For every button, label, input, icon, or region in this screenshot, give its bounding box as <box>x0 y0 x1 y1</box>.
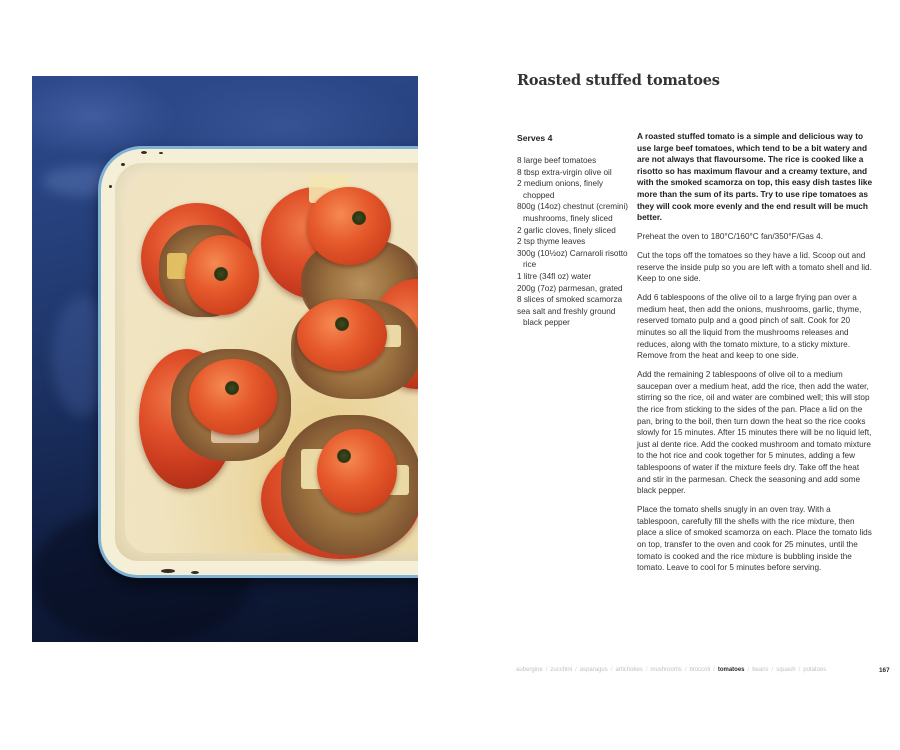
recipe-photo <box>32 76 418 642</box>
chapter-link-mushrooms[interactable]: mushrooms <box>650 667 682 673</box>
separator: / <box>798 667 801 673</box>
separator: / <box>575 667 577 673</box>
chapter-link-artichokes[interactable]: artichokes <box>615 667 643 673</box>
ingredient-item: sea salt and freshly ground black pepper <box>517 306 616 328</box>
tomato-lid <box>189 359 277 435</box>
tomato-stem <box>352 211 366 225</box>
separator: / <box>771 667 774 673</box>
serves-label: Serves 4 <box>517 133 553 143</box>
chapter-link-beans[interactable]: beans <box>752 667 769 673</box>
chapter-link-broccoli[interactable]: broccoli <box>689 667 711 673</box>
baking-tray <box>98 146 418 578</box>
recipe-intro: A roasted stuffed tomato is a simple and delicious way to use large beef tomatoes, which tend to be a bit watery and are not always that flavoursome. The rice is cooked like a risotto so has maximum flavour and a creamy texture, and with the smoked scamorza on top, this easy dish tastes like more than the sum of its parts. Try to use ripe tomatoes as they will cook more evenly and the end result will be much better. <box>637 131 873 223</box>
page-number: 167 <box>879 667 890 674</box>
separator: / <box>645 667 648 673</box>
tomato-lid <box>317 429 397 513</box>
ingredient-item: 2 medium onions, finely chopped <box>517 179 604 200</box>
chapter-link-aubergine[interactable]: aubergine <box>516 667 543 673</box>
recipe-title: Roasted stuffed tomatoes <box>517 72 720 89</box>
tomato-stem <box>335 317 349 331</box>
chapter-link-squash[interactable]: squash <box>776 667 796 673</box>
method-step: Add the remaining 2 tablespoons of olive oil to a medium saucepan over a medium heat, add the rice, then add the water, stirring so the rice, oil and water are combined well; this will stop the rice from sticking to the sides of the pan. Place a lid on the pan, bring to the boil, then turn down the heat so the rice cooks slowly for 15 minutes. After 15 minutes there will be no liquid left, just al dente rice. Add the cooked mushroom and tomato mixture to the hot rice and cook together for 5 minutes, adding a few tablespoons of water if the mixture feels dry. Take off the heat and stir in the parmesan. Check the seasoning and add some black pepper. <box>637 370 872 496</box>
enamel-chip <box>141 151 147 154</box>
separator: / <box>747 667 750 673</box>
tomato-stem <box>225 381 239 395</box>
method-column <box>637 131 873 581</box>
ingredient-item: 1 litre (34fl oz) water <box>517 271 592 281</box>
chapter-link-zucchini[interactable]: zucchini <box>550 667 573 673</box>
chapter-navigation <box>516 667 892 673</box>
enamel-chip <box>109 185 112 188</box>
chapter-link-tomatoes-current[interactable]: tomatoes <box>717 667 745 673</box>
scamorza-slice <box>167 253 187 279</box>
enamel-chip <box>159 152 163 154</box>
enamel-chip <box>191 571 199 574</box>
chapter-link-potatoes[interactable]: potatoes <box>803 667 827 673</box>
ingredient-item: 200g (7oz) parmesan, grated <box>517 283 623 293</box>
ingredient-item: 2 garlic cloves, finely sliced <box>517 225 616 235</box>
method-step: Add 6 tablespoons of the olive oil to a large frying pan over a medium heat, then add the onions, mushrooms, garlic, thyme, reserved tomato pulp and a good pinch of salt. Cook for 20 minutes so all the liquid from the mushrooms releases and reduces, along with the tomato mixture, to a sticky mixture. Remove from the heat and keep to one side. <box>637 293 862 361</box>
ingredient-item: 2 tsp thyme leaves <box>517 237 586 247</box>
ingredients-list <box>517 155 629 329</box>
enamel-chip <box>161 569 175 573</box>
ingredient-item: 300g (10½oz) Carnaroli risotto rice <box>517 248 628 270</box>
enamel-chip <box>121 163 125 166</box>
separator: / <box>684 667 687 673</box>
ingredient-item: 8 tbsp extra-virgin olive oil <box>517 167 612 177</box>
ingredient-item: 8 large beef tomatoes <box>517 156 597 165</box>
tomato-stem <box>214 267 228 281</box>
separator: / <box>713 667 715 673</box>
ingredient-item: 8 slices of smoked scamorza <box>517 295 623 305</box>
ingredient-item: 800g (14oz) chestnut (cremini) mushrooms, finely sliced <box>517 202 629 223</box>
separator: / <box>545 667 548 673</box>
method-step: Cut the tops off the tomatoes so they have a lid. Scoop out and reserve the inside pulp so you are left with a tomato shell and lid. Keep to one side. <box>637 251 872 284</box>
chapter-link-asparagus[interactable]: asparagus <box>579 667 608 673</box>
method-step: Place the tomato shells snugly in an oven tray. With a tablespoon, carefully fill the shells with the rice mixture, then place a slice of smoked scamorza on each. Place the tomato lids on top, transfer to the oven and cook for 25 minutes, until the tomato is cooked and the rice mixture is bubbling inside the tomato. Leave to cool for 5 minutes before serving. <box>637 505 872 573</box>
tomato-lid <box>297 299 387 371</box>
separator: / <box>610 667 613 673</box>
tomato-lid <box>307 187 391 265</box>
tomato-stem <box>337 449 351 463</box>
method-step: Preheat the oven to 180°C/160°C fan/350°F/Gas 4. <box>637 232 823 242</box>
